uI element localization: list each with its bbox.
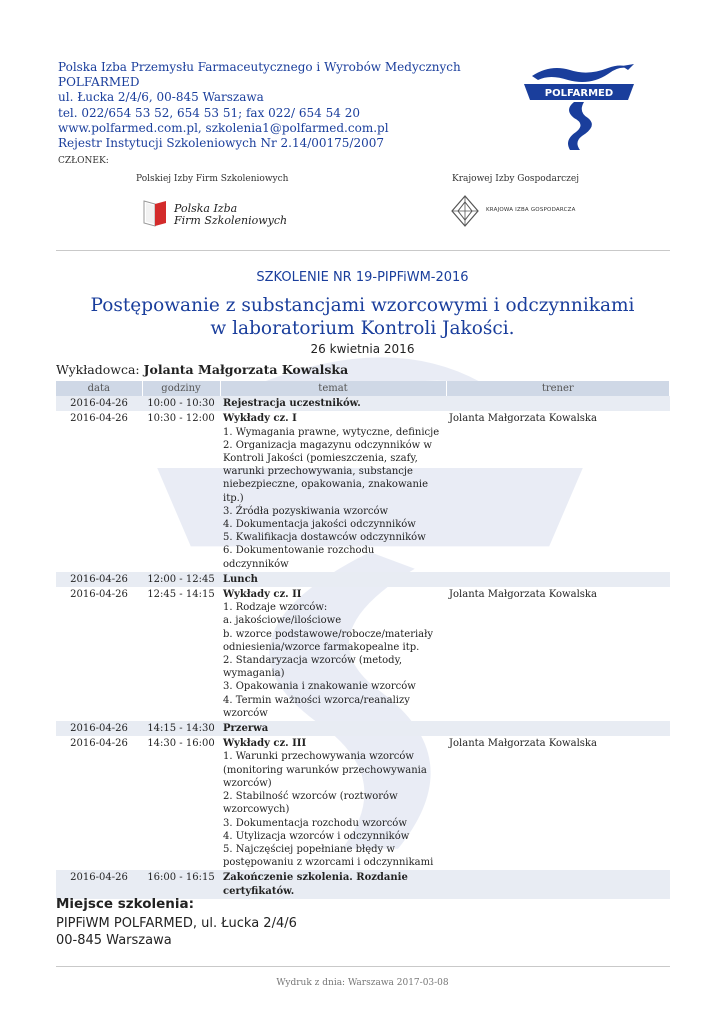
- lecturer-label: Wykładowca:: [56, 362, 140, 377]
- pifs-book-icon: [140, 198, 170, 228]
- logo-text: POLFARMED: [544, 88, 614, 99]
- schedule-row: [56, 721, 670, 736]
- schedule-row: [56, 411, 670, 571]
- column-header-topic: temat: [220, 381, 446, 396]
- lecturer-line: [56, 362, 348, 377]
- row-date: 2016-04-26: [70, 413, 128, 425]
- row-topic-title: Wykłady cz. I: [223, 413, 297, 425]
- row-topic: [220, 736, 446, 870]
- schedule-row: [56, 870, 670, 898]
- row-topic-title: Wykłady cz. III: [223, 738, 307, 750]
- member-label: CZŁONEK:: [58, 156, 109, 166]
- row-date: 2016-04-26: [56, 721, 142, 736]
- pifs-logo-line: Polska Izba: [174, 202, 238, 215]
- course-date: 26 kwietnia 2016: [310, 342, 415, 356]
- row-topic-details: 1. Warunki przechowywania wzorców (monitoring warunków przechowywania wzorców) 2. Stabilność wzorców (roztworów wzorcowych) 3. Dokumentacja rozchodu wzorców 4. Utylizacja wzorców i odczynników 5. Najczęściej popełniane błędy w postępowaniu z wzorcami i odczynnikami: [223, 751, 434, 869]
- header-line: Polska Izba Przemysłu Farmaceutycznego i Wyrobów Medycznych: [58, 60, 461, 74]
- row-topic-details: 1. Rodzaje wzorców: a. jakościowe/ilościowe b. wzorce podstawowe/robocze/materiały odniesienia/wzorce farmakopealne itp. 2. Standaryzacja wzorców (metody, wymagania) 3. Opakowania i znakowanie wzorców 4. Termin ważności wzorca/reanalizy wzorców: [223, 602, 434, 719]
- header-line: POLFARMED: [58, 75, 140, 90]
- row-topic-title: Zakończenie szkolenia. Rozdanie certyfikatów.: [223, 872, 408, 897]
- row-trainer: Jolanta Małgorzata Kowalska: [449, 738, 597, 750]
- row-topic: [220, 411, 446, 571]
- lecturer-name: Jolanta Małgorzata Kowalska: [143, 362, 349, 377]
- column-header-trainer: trener: [446, 381, 670, 396]
- column-header-time: godziny: [142, 381, 220, 396]
- header-line: tel. 022/654 53 52, 654 53 51; fax 022/ 654 54 20: [58, 105, 360, 120]
- row-time: 14:15 - 14:30: [142, 721, 220, 736]
- course-title: Postępowanie z substancjami wzorcowymi i odczynnikami w laboratorium Kontroli Jakości.: [90, 295, 635, 339]
- organization-header: [58, 60, 461, 151]
- schedule-table: [56, 381, 670, 899]
- pifs-logo: [140, 198, 290, 230]
- divider: [56, 966, 670, 967]
- pifs-logo-line: Firm Szkoleniowych: [174, 214, 288, 227]
- row-time: 12:00 - 12:45: [142, 572, 220, 587]
- row-date: 2016-04-26: [56, 396, 142, 411]
- row-time: 10:30 - 12:00: [147, 413, 215, 425]
- row-date: 2016-04-26: [70, 738, 128, 750]
- row-topic: [220, 396, 446, 411]
- schedule-row: [56, 396, 670, 411]
- schedule-row: [56, 587, 670, 721]
- row-time: 12:45 - 14:15: [147, 589, 215, 601]
- row-trainer: [446, 396, 670, 411]
- row-trainer: [446, 572, 670, 587]
- venue-address-line: PIPFiWM POLFARMED, ul. Łucka 2/4/6: [56, 916, 297, 931]
- course-number: SZKOLENIE NR 19-PIPFiWM-2016: [256, 270, 469, 285]
- row-date: 2016-04-26: [56, 870, 142, 898]
- row-topic: [220, 587, 446, 721]
- schedule-row: [56, 736, 670, 870]
- schedule-row: [56, 572, 670, 587]
- row-topic-details: 1. Wymagania prawne, wytyczne, definicje 2. Organizacja magazynu odczynników w Kontroli Jakości (pomieszczenia, szafy, warunki przechowywania, substancje niebezpieczne, opakowania, znakowanie itp.) 3. Źródła pozyskiwania wzorców 4. Dokumentacja jakości odczynników 5. Kwalifikacja dostawców odczynników 6. Dokumentowanie rozchodu odczynników: [223, 426, 440, 570]
- schedule-header-row: [56, 381, 670, 396]
- column-header-date: data: [56, 381, 142, 396]
- row-topic: [220, 721, 446, 736]
- row-topic: [220, 572, 446, 587]
- venue-heading: Miejsce szkolenia:: [56, 896, 195, 912]
- kig-emblem-icon: [450, 194, 480, 228]
- row-date: 2016-04-26: [56, 572, 142, 587]
- row-topic-title: Wykłady cz. II: [223, 589, 302, 601]
- venue-address-line: 00-845 Warszawa: [56, 933, 172, 948]
- row-time: 14:30 - 16:00: [147, 738, 215, 750]
- divider: [56, 250, 670, 251]
- header-line: Rejestr Instytucji Szkoleniowych Nr 2.14/00175/2007: [58, 136, 385, 151]
- row-topic: [220, 870, 446, 898]
- row-trainer: Jolanta Małgorzata Kowalska: [449, 589, 597, 601]
- row-topic-title: Lunch: [223, 573, 258, 585]
- row-time: 16:00 - 16:15: [142, 870, 220, 898]
- polfarmed-logo: [518, 60, 640, 152]
- row-trainer: Jolanta Małgorzata Kowalska: [449, 413, 597, 425]
- row-topic-title: Przerwa: [223, 723, 269, 735]
- row-time: 10:00 - 10:30: [142, 396, 220, 411]
- kig-logo: [450, 194, 590, 228]
- row-topic-title: Rejestracja uczestników.: [223, 398, 361, 410]
- kig-logo-text: KRAJOWA IZBA GOSPODARCZA: [486, 207, 576, 213]
- member-org-name: Polskiej Izby Firm Szkoleniowych: [136, 174, 289, 184]
- member-org-name: Krajowej Izby Gospodarczej: [452, 174, 580, 184]
- row-trainer: [446, 721, 670, 736]
- print-date-footer: Wydruk z dnia: Warszawa 2017-03-08: [276, 978, 449, 988]
- header-line: ul. Łucka 2/4/6, 00-845 Warszawa: [58, 90, 264, 105]
- header-line[interactable]: www.polfarmed.com.pl, szkolenia1@polfarmed.com.pl: [58, 120, 389, 135]
- row-date: 2016-04-26: [70, 589, 128, 601]
- row-trainer: [446, 870, 670, 898]
